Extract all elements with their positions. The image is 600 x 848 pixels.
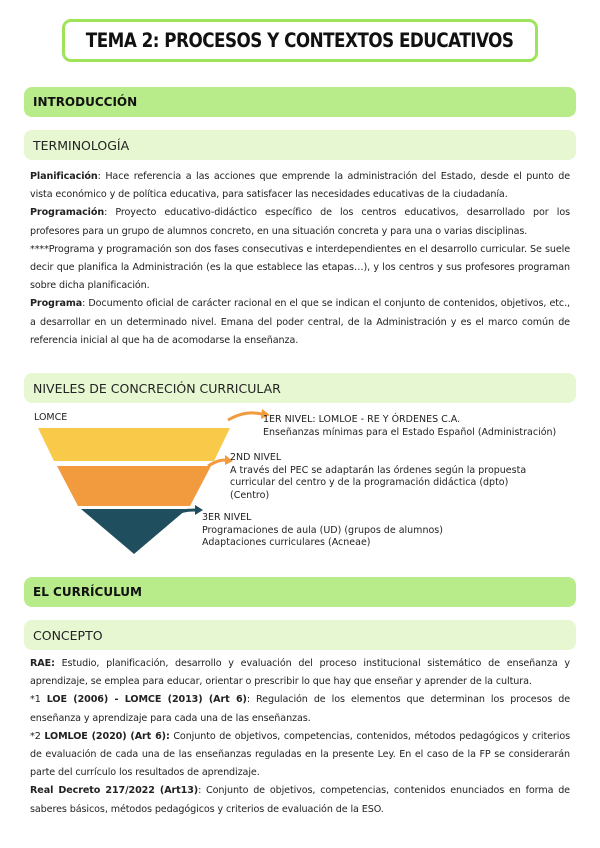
section-header-intro — [24, 87, 576, 117]
level1-desc: Enseñanzas mínimas para el Estado Español (Administración) — [263, 426, 557, 438]
planificacion-paragraph — [30, 168, 570, 204]
programacion-term: Programación — [30, 207, 105, 219]
subsection-header-terminologia — [24, 130, 576, 160]
lomloe-text: Conjunto de objetivos, competencias, contenidos, métodos pedagógicos y criterios de evaluación de cada una de las enseñanzas reguladas en la presente Ley. En el caso de la FP se considerarán parte del currículo los resultados de aprendizaje. — [30, 730, 570, 779]
page-title: TEMA 2: PROCESOS Y CONTEXTOS EDUCATIVOS — [86, 29, 514, 52]
subsection-concepto-label: CONCEPTO — [33, 627, 103, 643]
loe-text: : Regulación de los elementos que determinan los procesos de enseñanza y aprendizaje para cada una de las enseñanzas. — [30, 694, 570, 724]
subsection-header-niveles — [24, 373, 576, 403]
programa-term: Programa — [30, 298, 83, 310]
lomce-label: LOMCE — [34, 412, 68, 423]
subsection-header-concepto — [24, 620, 576, 650]
section-curriculum-label: EL CURRÍCULUM — [33, 585, 142, 599]
level3-desc1: Programaciones de aula (UD) (grupos de alumnos) — [202, 524, 443, 536]
lomloe-term: LOMLOE (2020) (Art 6): — [44, 730, 170, 742]
level1-band — [38, 428, 230, 461]
level1-title: 1ER NIVEL: LOMLOE - RE Y ÓRDENES C.A. — [263, 414, 461, 425]
level2-band — [57, 466, 211, 506]
niveles-diagram — [30, 406, 580, 556]
programa-paragraph — [30, 295, 570, 350]
lomloe-prefix: *2 — [30, 730, 45, 742]
loe-paragraph — [30, 691, 570, 727]
level3-text — [202, 512, 443, 550]
concepto-block — [30, 655, 570, 819]
rd-paragraph — [30, 782, 570, 818]
note-paragraph: ****Programa y programación son dos fases consecutivas e interdependientes en el desarrollo curricular. Se suele decir que planifica la Administración (es la que establece las etapas…), y los centros y sus profesores programan sobre dicha planificación. — [30, 243, 570, 292]
programacion-paragraph — [30, 204, 570, 240]
programacion-text: : Proyecto educativo-didáctico específico de los centros educativos, desarrollado por los profesores para un grupo de alumnos concreto, en una situación concreta y para una o varias disciplinas. — [30, 207, 570, 237]
programa-text: : Documento oficial de carácter racional en el que se indican el conjunto de contenidos, objetivos, etc., a desarrollar en un determinado nivel. Emana del poder central, de la Administración y es el marco común de referencia inicial al que ha de acomodarse la enseñanza. — [30, 298, 570, 346]
arrow-level1 — [228, 413, 262, 420]
level2-title: 2ND NIVEL — [230, 452, 282, 463]
terminologia-block — [30, 168, 570, 350]
level2-text — [230, 452, 526, 502]
subsection-niveles-label: NIVELES DE CONCRECIÓN CURRICULAR — [33, 380, 281, 396]
level3-desc2: Adaptaciones curriculares (Acneae) — [202, 537, 371, 548]
loe-prefix: *1 — [30, 694, 47, 706]
section-intro-label: INTRODUCCIÓN — [33, 95, 138, 109]
loe-term: LOE (2006) - LOMCE (2013) (Art 6) — [46, 694, 247, 706]
level3-title: 3ER NIVEL — [202, 512, 252, 523]
lomloe-paragraph — [30, 728, 570, 783]
subsection-terminologia-label: TERMINOLOGÍA — [33, 137, 130, 153]
rae-paragraph — [30, 655, 570, 691]
planificacion-text: : Hace referencia a las acciones que emprende la administración del Estado, desde el punto de vista económico y de política educativa, para satisfacer las necesidades educativas de la ciudadanía. — [30, 171, 570, 201]
level2-desc1: A través del PEC se adaptarán las órdenes según la propuesta — [230, 464, 527, 476]
rae-term: RAE: — [30, 658, 55, 669]
level1-text — [263, 414, 556, 439]
planificacion-term: Planificación — [30, 171, 98, 182]
title-box — [62, 19, 538, 62]
level2-desc2: curricular del centro y de la programación didáctica (dpto) — [230, 477, 509, 488]
section-header-curriculum — [24, 577, 576, 607]
level2-desc3: (Centro) — [230, 489, 270, 501]
rd-term: Real Decreto 217/2022 (Art13) — [30, 785, 199, 797]
rae-text: Estudio, planificación, desarrollo y evaluación del proceso institucional sistemático de enseñanza y aprendizaje, se emplea para educar, orientar o prescribir lo que hay que enseñar y aprender de la cultura. — [30, 658, 570, 688]
rd-text: : Conjunto de objetivos, competencias, contenidos enunciados en forma de saberes básicos, métodos pedagógicos y criterios de evaluación de la ESO. — [30, 785, 570, 815]
